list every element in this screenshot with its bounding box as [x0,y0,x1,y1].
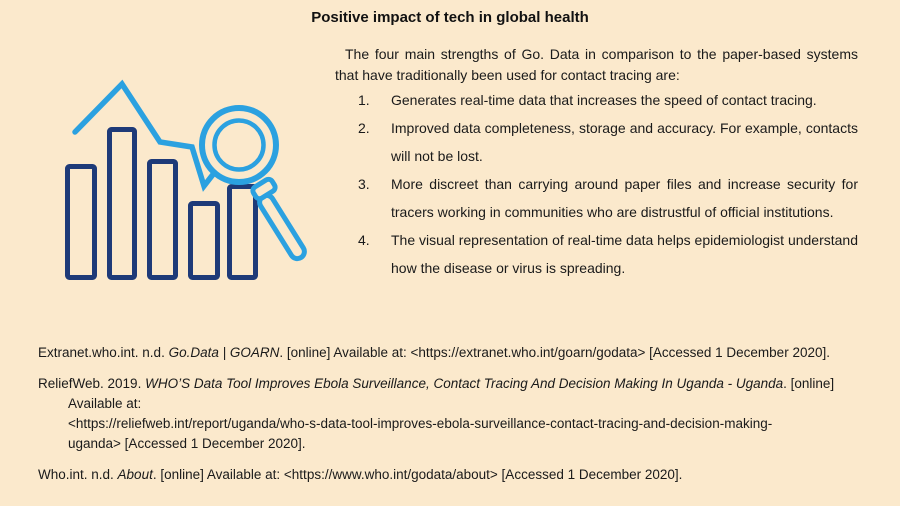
bar-1 [68,167,95,278]
list-item-4-text: The visual representation of real-time data helps epidemiologist understand how the disease or virus is spreading. [391,232,858,276]
magnifier-handle [257,193,307,261]
bar-4 [191,204,218,278]
reference-entry-1: Extranet.who.int. n.d. Go.Data | GOARN. [online] Available at: <https://extranet.who.int/goarn/godata> [Accessed 1 December 2020]. [38,345,830,360]
list-item-1-text: Generates real-time data that increases the speed of contact tracing. [391,92,817,108]
list-item-3 [335,170,858,226]
bar-2 [110,130,135,278]
magnifier-inner-ring [215,121,264,170]
list-item-2 [335,114,858,170]
reference-entry-3: Who.int. n.d. About. [online] Available at: <https://www.who.int/godata/about> [Accessed 1 December 2020]. [38,467,683,482]
body-text-block [335,44,858,282]
bar-5 [230,187,256,278]
list-item-1 [335,86,858,114]
strengths-list [335,86,858,282]
list-item-1-number: 1. [358,92,370,108]
list-item-2-number: 2. [358,120,370,136]
list-item-4-number: 4. [358,232,370,248]
intro-paragraph: The four main strengths of Go. Data in comparison to the paper-based systems that have traditionally been used for contact tracing are: [335,46,858,83]
bar-3 [150,162,176,278]
page-title: Positive impact of tech in global health [311,9,589,26]
list-item-2-text: Improved data completeness, storage and accuracy. For example, contacts will not be lost. [391,120,858,164]
list-item-3-number: 3. [358,176,370,192]
bar-chart-magnifier-illustration [40,58,312,286]
reference-entry-2: ReliefWeb. 2019. WHO’S Data Tool Improves Ebola Surveillance, Contact Tracing And Decision Making In Uganda - Uganda. [online] Available at: <https://reliefweb.int/report/uganda/who-s-data-tool-improves-ebola-surveillance-contact-tracing-and-decision-making- uganda> [Accessed 1 December 2020]. [38,376,835,451]
list-item-3-text: More discreet than carrying around paper files and increase security for tracers working in communities who are distrustful of official institutions. [391,176,858,220]
references-section [38,343,860,485]
list-item-4 [335,226,858,282]
